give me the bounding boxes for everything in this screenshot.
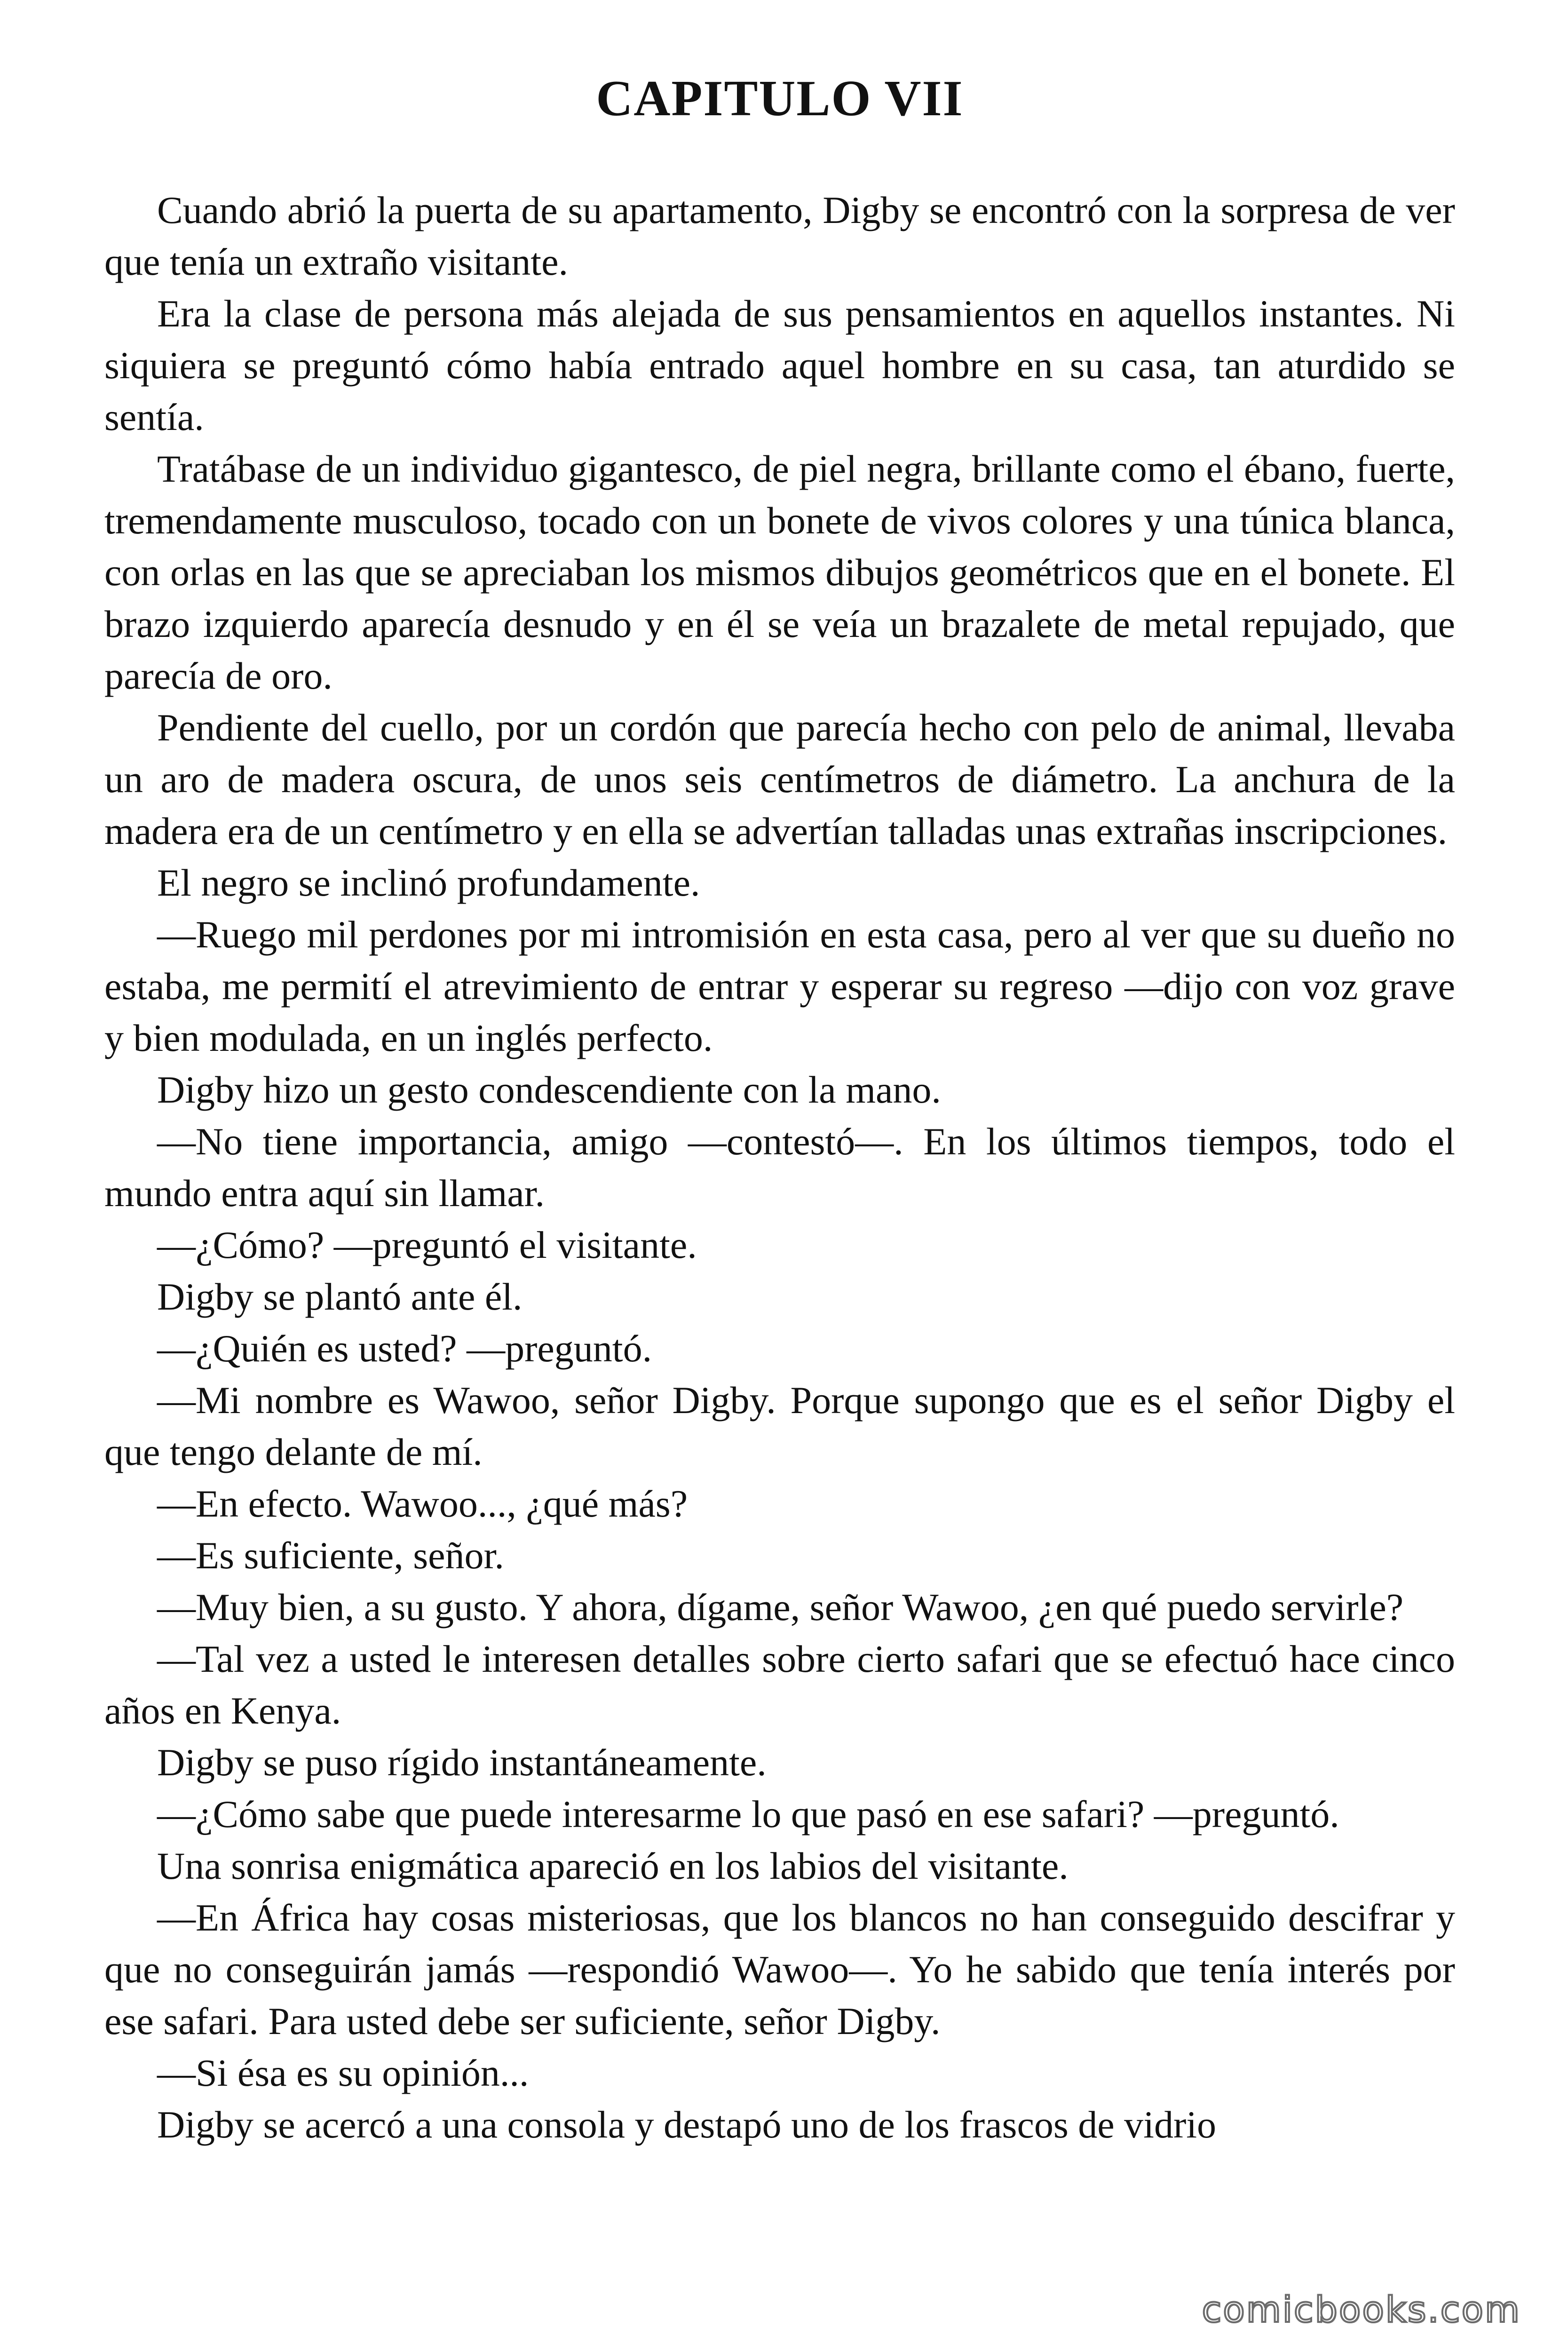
paragraph: —¿Quién es usted? —preguntó. bbox=[157, 1327, 652, 1370]
paragraph: —En efecto. Wawoo..., ¿qué más? bbox=[157, 1482, 688, 1525]
paragraph: Cuando abrió la puerta de su apartamento, Digby se encontró con la sorpresa de ver que tenía un extraño visitante. bbox=[104, 189, 1455, 283]
paragraph: Una sonrisa enigmática apareció en los labios del visitante. bbox=[157, 1844, 1069, 1887]
paragraph: —En África hay cosas misteriosas, que los blancos no han conseguido descifrar y que no conseguirán jamás —respondió Wawoo—. Yo he sabido que tenía interés por ese safari. Para usted debe ser suficiente, señor Digby. bbox=[104, 1896, 1455, 2042]
paragraph: Pendiente del cuello, por un cordón que parecía hecho con pelo de animal, llevaba un aro de madera oscura, de unos seis centímetros de diámetro. La anchura de la madera era de un centímetro y en ella se advertían talladas unas extrañas inscripciones. bbox=[104, 706, 1455, 852]
paragraph: Digby se puso rígido instantáneamente. bbox=[157, 1741, 767, 1784]
paragraph: Tratábase de un individuo gigantesco, de piel negra, brillante como el ébano, fuerte, tremendamente musculoso, tocado con un bonete de vivos colores y una túnica blanca, con orlas en las que se apreciaban los mismos dibujos geométricos que en el bonete. El brazo izquierdo aparecía desnudo y en él se veía un brazalete de metal repujado, que parecía de oro. bbox=[104, 447, 1455, 697]
paragraph: —Muy bien, a su gusto. Y ahora, dígame, señor Wawoo, ¿en qué puedo servirle? bbox=[157, 1586, 1404, 1629]
paragraph: Digby hizo un gesto condescendiente con la mano. bbox=[157, 1068, 941, 1111]
paragraph: —Ruego mil perdones por mi intromisión en esta casa, pero al ver que su dueño no estaba, me permití el atrevimiento de entrar y esperar su regreso —dijo con voz grave y bien modulada, en un inglés perfecto. bbox=[104, 913, 1455, 1059]
chapter-title: CAPITULO VII bbox=[596, 71, 964, 127]
chapter-body bbox=[104, 184, 1455, 2151]
paragraph: Era la clase de persona más alejada de sus pensamientos en aquellos instantes. Ni siquiera se preguntó cómo había entrado aquel hombre en su casa, tan aturdido se sentía. bbox=[104, 292, 1455, 438]
paragraph: El negro se inclinó profundamente. bbox=[157, 861, 700, 904]
paragraph: —Tal vez a usted le interesen detalles sobre cierto safari que se efectuó hace cinco años en Kenya. bbox=[104, 1637, 1455, 1732]
paragraph: —¿Cómo sabe que puede interesarme lo que pasó en ese safari? —preguntó. bbox=[157, 1793, 1339, 1836]
paragraph: —Si ésa es su opinión... bbox=[157, 2051, 529, 2094]
paragraph: Digby se plantó ante él. bbox=[157, 1275, 523, 1318]
watermark-logo: comicbooks.com bbox=[1202, 2288, 1521, 2330]
paragraph: —Mi nombre es Wawoo, señor Digby. Porque supongo que es el señor Digby el que tengo delante de mí. bbox=[104, 1379, 1455, 1473]
paragraph: —¿Cómo? —preguntó el visitante. bbox=[157, 1224, 697, 1266]
paragraph: —No tiene importancia, amigo —contestó—. En los últimos tiempos, todo el mundo entra aquí sin llamar. bbox=[104, 1120, 1455, 1215]
paragraph: —Es suficiente, señor. bbox=[157, 1534, 504, 1577]
paragraph: Digby se acercó a una consola y destapó uno de los frascos de vidrio bbox=[157, 2103, 1217, 2146]
